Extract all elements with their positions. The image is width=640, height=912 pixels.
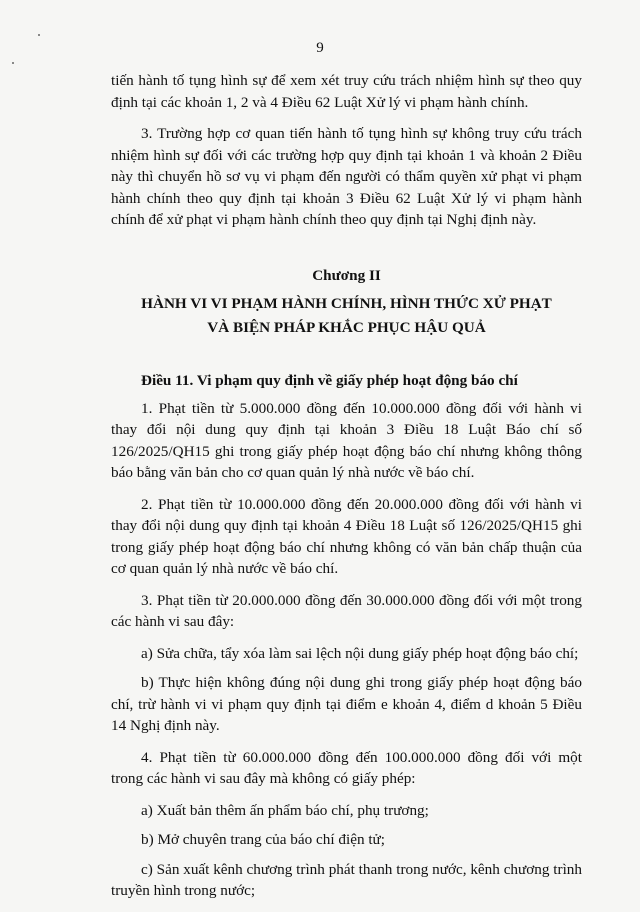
scan-speck [38,34,40,36]
article-clause-3-point-a: a) Sửa chữa, tẩy xóa làm sai lệch nội dung giấy phép hoạt động báo chí; [141,644,579,662]
article-clause-3-point-b: b) Thực hiện không đúng nội dung ghi trong giấy phép hoạt động báo chí, trừ hành vi vi phạm quy định tại điểm e khoản 4, điểm d khoản 5 Điều 14 Nghị định này. [111,674,582,734]
document-body [111,70,582,912]
paragraph-continuation: tiến hành tố tụng hình sự để xem xét truy cứu trách nhiệm hình sự theo quy định tại các khoản 1, 2 và 4 Điều 62 Luật Xử lý vi phạm hành chính. [111,72,582,111]
article-clause-1: 1. Phạt tiền từ 5.000.000 đồng đến 10.000.000 đồng đối với hành vi thay đổi nội dung quy định tại khoản 3 Điều 18 Luật Báo chí số 126/2025/QH15 ghi trong giấy phép hoạt động báo chí nhưng không thông báo bằng văn bản cho cơ quan quản lý nhà nước về báo chí. [111,399,582,481]
chapter-title-line-1: HÀNH VI VI PHẠM HÀNH CHÍNH, HÌNH THỨC XỬ PHẠT [141,295,552,312]
scan-speck [12,62,14,64]
chapter-label: Chương II [312,266,381,284]
article-clause-4: 4. Phạt tiền từ 60.000.000 đồng đến 100.000.000 đồng đối với một trong các hành vi sau đây mà không có giấy phép: [111,748,582,787]
article-clause-4-point-b: b) Mở chuyên trang của báo chí điện tử; [141,831,386,848]
article-heading: Điều 11. Vi phạm quy định về giấy phép hoạt động báo chí [141,372,518,389]
paragraph-clause-3: 3. Trường hợp cơ quan tiến hành tố tụng hình sự không truy cứu trách nhiệm hình sự đối với các trường hợp quy định tại khoản 1 và khoản 2 Điều này thì chuyển hồ sơ vụ vi phạm đến người có thẩm quyền xử phạt vi phạm hành chính theo quy định tại khoản 3 Điều 62 Luật Xử lý vi phạm hành chính để xử phạt vi phạm hành chính theo quy định tại Nghị định này. [111,125,582,228]
article-clause-4-point-c: c) Sản xuất kênh chương trình phát thanh trong nước, kênh chương trình truyền hình trong nước; [111,860,582,899]
article-clause-4-point-a: a) Xuất bản thêm ấn phẩm báo chí, phụ trương; [141,801,429,819]
article-clause-3: 3. Phạt tiền từ 20.000.000 đồng đến 30.000.000 đồng đối với một trong các hành vi sau đây: [111,591,582,630]
article-clause-2: 2. Phạt tiền từ 10.000.000 đồng đến 20.000.000 đồng đối với hành vi thay đổi nội dung quy định tại khoản 4 Điều 18 Luật số 126/2025/QH15 ghi trong giấy phép hoạt động báo chí nhưng không có văn bản chấp thuận của cơ quan quản lý nhà nước về báo chí. [111,495,582,577]
page-number: 9 [316,40,324,56]
chapter-title-line-2: VÀ BIỆN PHÁP KHẮC PHỤC HẬU QUẢ [207,319,486,336]
